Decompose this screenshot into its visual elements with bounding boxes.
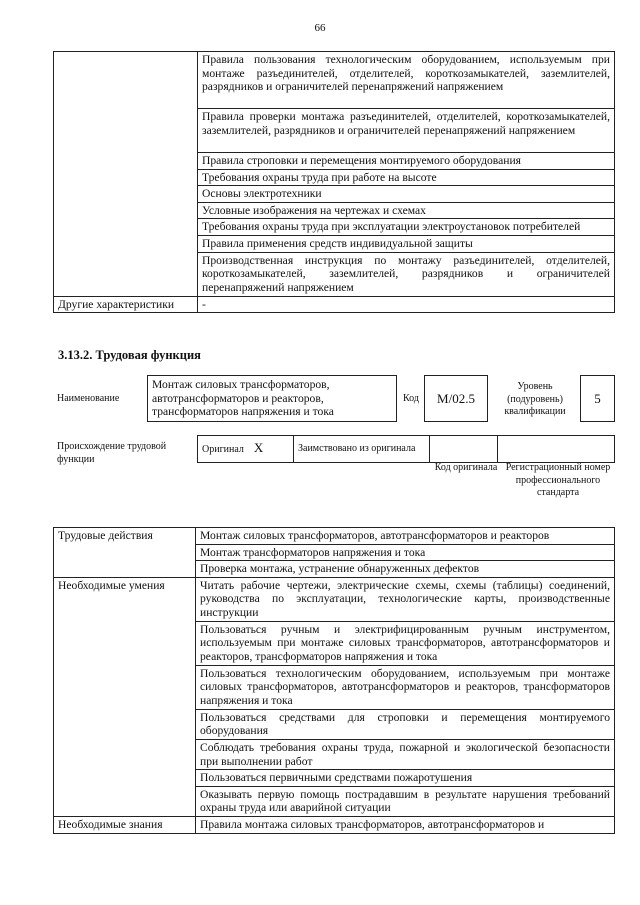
list-item: Пользоваться средствами для строповки и перемещения монтируемого оборудования: [196, 709, 615, 739]
list-item: Условные изображения на чертежах и схемах: [198, 202, 615, 219]
qualification-level-label: Уровень (подуровень) квалификации: [504, 381, 566, 417]
list-item: Требования охраны труда при эксплуатации электроустановок потребителей: [198, 219, 615, 236]
list-item: Проверка монтажа, устранение обнаруженных дефектов: [196, 561, 615, 578]
list-item: Правила применения средств индивидуальной защиты: [198, 235, 615, 252]
actions-label: Трудовые действия: [54, 528, 196, 578]
origin-label: Происхождение трудовой функции: [57, 441, 167, 465]
knowledge-continuation-table: [53, 51, 615, 313]
list-item: Монтаж трансформаторов напряжения и тока: [196, 544, 615, 561]
other-characteristics-label: Другие характеристики: [54, 296, 198, 313]
original-label: Оригинал: [202, 444, 244, 456]
function-details-table: [53, 527, 615, 834]
table-row: [54, 52, 615, 109]
page-number: 66: [314, 22, 326, 34]
list-item: Правила проверки монтажа разъединителей, отделителей, короткозамыкателей, заземлителей, разрядников и ограничителей перенапряжений напряжением: [198, 109, 615, 153]
original-cell: [198, 436, 294, 463]
list-item: Соблюдать требования охраны труда, пожарной и экологической безопасности при выполнении работ: [196, 739, 615, 769]
original-code-label: Код оригинала: [434, 462, 498, 473]
reg-number-label: Регистрационный номер профессионального стандарта: [505, 462, 611, 498]
original-mark: X: [253, 440, 264, 456]
list-item: Основы электротехники: [198, 186, 615, 203]
list-item: Пользоваться первичными средствами пожаротушения: [196, 770, 615, 787]
list-item: Правила пользования технологическим оборудованием, используемым при монтаже разъединителей, отделителей, короткозамыкателей, заземлителей, разрядников и ограничителей перенапряжений напряжением: [198, 52, 615, 109]
original-code-cell: [430, 436, 498, 463]
borrowed-label: Заимствовано из оригинала: [294, 436, 430, 463]
function-name-box: Монтаж силовых трансформаторов, автотрансформаторов и реакторов, трансформаторов напряжения и тока: [147, 375, 397, 422]
table-row: [54, 577, 615, 621]
list-item: Правила монтажа силовых трансформаторов, автотрансформаторов и: [196, 816, 615, 833]
code-label: Код: [403, 393, 419, 404]
qualification-level-box: 5: [580, 375, 615, 422]
list-item: Оказывать первую помощь пострадавшим в результате нарушения требований охраны труда или аварийной ситуации: [196, 786, 615, 816]
table-row: [54, 816, 615, 833]
empty-label-cell: [54, 52, 198, 297]
table-row: [54, 296, 615, 313]
list-item: Требования охраны труда при работе на высоте: [198, 169, 615, 186]
skills-label: Необходимые умения: [54, 577, 196, 816]
section-title: 3.13.2. Трудовая функция: [58, 348, 201, 362]
list-item: Пользоваться технологическим оборудованием, используемым при монтаже силовых трансформаторов, автотрансформаторов и реакторов, трансформаторов напряжения и тока: [196, 665, 615, 709]
reg-number-cell: [498, 436, 615, 463]
function-code-box: М/02.5: [424, 375, 488, 422]
origin-table: [197, 435, 615, 463]
knowledge-label: Необходимые знания: [54, 816, 196, 833]
list-item: Пользоваться ручным и электрифицированным ручным инструментом, используемым при монтаже силовых трансформаторов, автотрансформаторов и реакторов, трансформаторов напряжения и тока: [196, 621, 615, 665]
list-item: Читать рабочие чертежи, электрические схемы, схемы (таблицы) соединений, руководства по эксплуатации, технологические карты, производственные инструкции: [196, 577, 615, 621]
list-item: Монтаж силовых трансформаторов, автотрансформаторов и реакторов: [196, 528, 615, 545]
name-label: Наименование: [57, 393, 120, 404]
list-item: Производственная инструкция по монтажу разъединителей, отделителей, короткозамыкателей, заземлителей, разрядников и ограничителей перенапряжений напряжением: [198, 252, 615, 296]
other-characteristics-value: -: [198, 296, 615, 313]
list-item: Правила строповки и перемещения монтируемого оборудования: [198, 153, 615, 170]
table-row: [54, 528, 615, 545]
